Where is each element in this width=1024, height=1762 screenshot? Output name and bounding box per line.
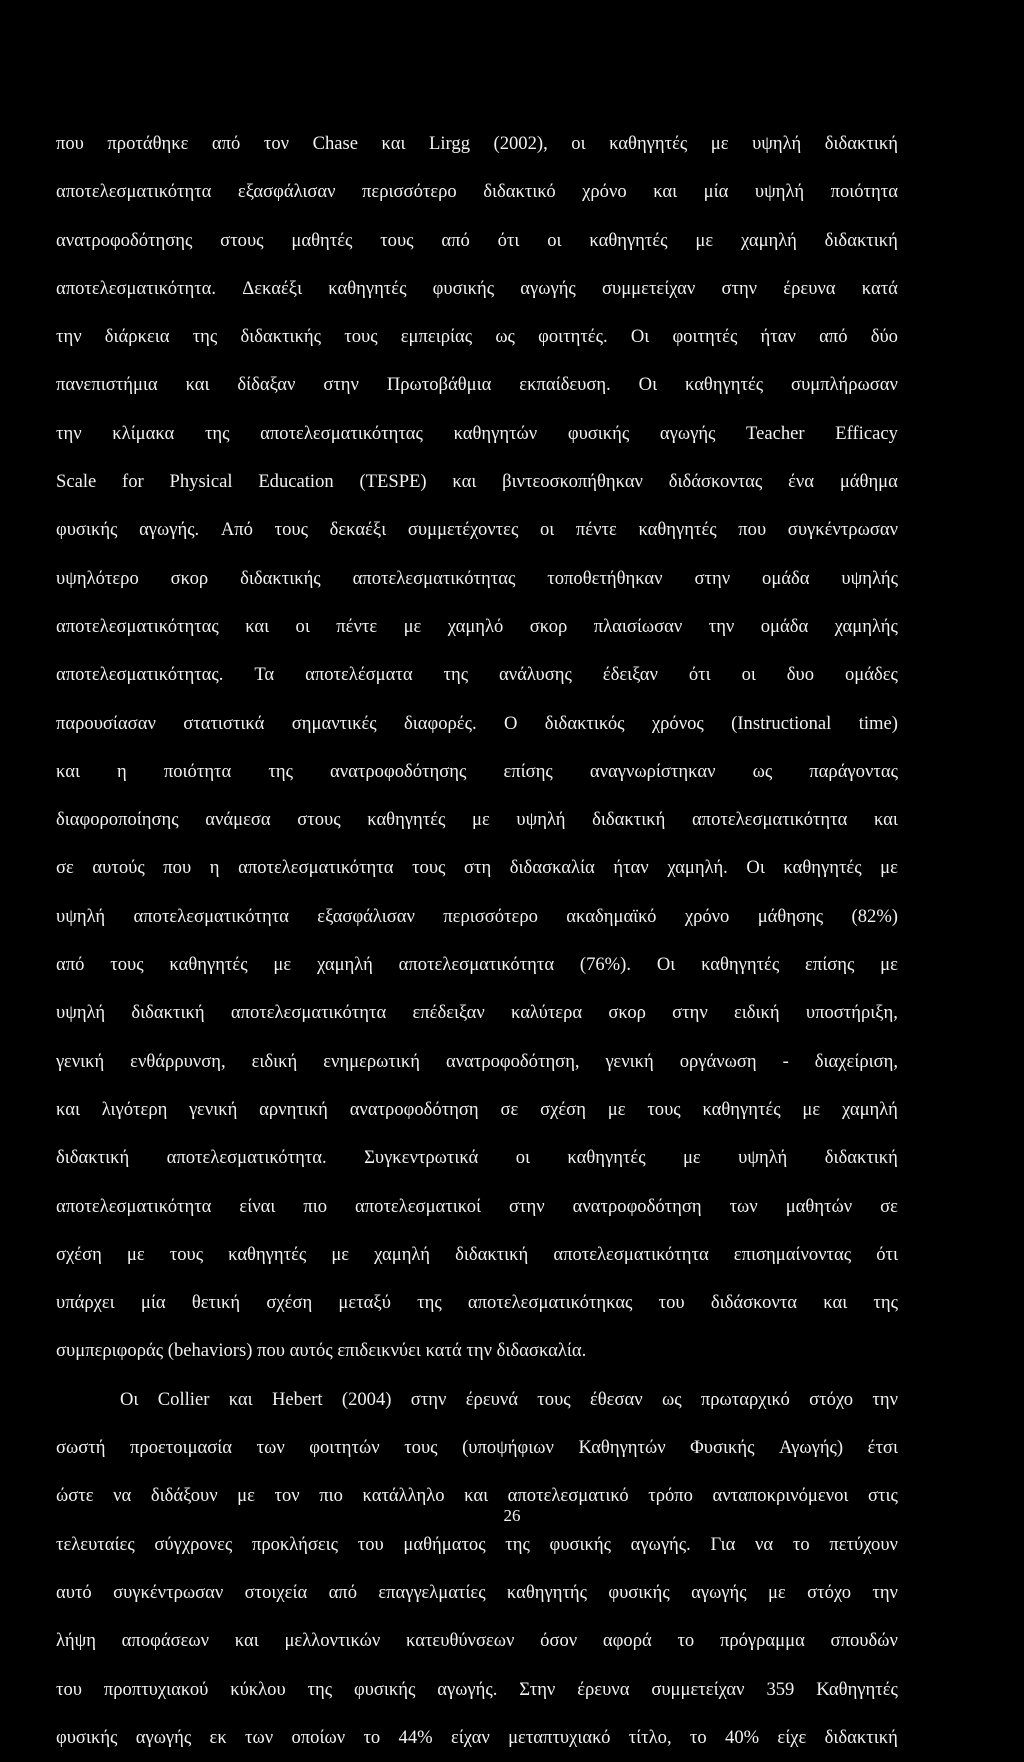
text-line: αποτελεσματικότητας και οι πέντε με χαμηλό σκορ πλαισίωσαν την ομάδα χαμηλής bbox=[56, 615, 898, 637]
text-line: συμπεριφοράς (behaviors) που αυτός επιδεικνύει κατά την διδασκαλία. bbox=[56, 1340, 587, 1362]
text-line: του προπτυχιακού κύκλου της φυσικής αγωγής. Στην έρευνα συμμετείχαν 359 Καθηγητές bbox=[56, 1678, 898, 1700]
text-line: υψηλή διδακτική αποτελεσματικότητα επέδειξαν καλύτερα σκορ στην ειδική υποστήριξη, bbox=[56, 1002, 898, 1024]
text-line: ώστε να διδάξουν με τον πιο κατάλληλο και αποτελεσματικό τρόπο ανταποκρινόμενοι στις bbox=[56, 1485, 898, 1507]
text-line: υψηλή αποτελεσματικότητα εξασφάλισαν περισσότερο ακαδημαϊκό χρόνο μάθησης (82%) bbox=[56, 905, 898, 927]
text-line: αποτελεσματικότητα. Δεκαέξι καθηγητές φυσικής αγωγής συμμετείχαν στην έρευνα κατά bbox=[56, 277, 898, 299]
paragraph bbox=[56, 120, 898, 1376]
paragraph bbox=[56, 1376, 898, 1762]
text-line: την κλίμακα της αποτελεσματικότητας καθηγητών φυσικής αγωγής Teacher Efficacy bbox=[56, 422, 898, 444]
text-line: σωστή προετοιμασία των φοιτητών τους (υποψήφιων Καθηγητών Φυσικής Αγωγής) έτσι bbox=[56, 1437, 898, 1459]
text-line: Οι Collier και Hebert (2004) στην έρευνά τους έθεσαν ως πρωταρχικό στόχο την bbox=[120, 1388, 898, 1410]
text-line: γενική ενθάρρυνση, ειδική ενημερωτική ανατροφοδότηση, γενική οργάνωση - διαχείριση, bbox=[56, 1050, 898, 1072]
text-line: από τους καθηγητές με χαμηλή αποτελεσματικότητα (76%). Οι καθηγητές επίσης με bbox=[56, 954, 898, 976]
text-line: την διάρκεια της διδακτικής τους εμπειρίας ως φοιτητές. Οι φοιτητές ήταν από δύο bbox=[56, 326, 898, 348]
text-line: αποτελεσματικότητα είναι πιο αποτελεσματικοί στην ανατροφοδότηση των μαθητών σε bbox=[56, 1195, 898, 1217]
text-line: τελευταίες σύγχρονες προκλήσεις του μαθήματος της φυσικής αγωγής. Για να το πετύχουν bbox=[56, 1533, 898, 1555]
text-line: που προτάθηκε από τον Chase και Lirgg (2002), οι καθηγητές με υψηλή διδακτική bbox=[56, 133, 898, 154]
text-line: αποτελεσματικότητα εξασφάλισαν περισσότερο διδακτικό χρόνο και μία υψηλή ποιότητα bbox=[56, 181, 898, 203]
text-line: διδακτική αποτελεσματικότητα. Συγκεντρωτικά οι καθηγητές με υψηλή διδακτική bbox=[56, 1147, 898, 1169]
text-line: Scale for Physical Education (TESPE) και βιντεοσκοπήθηκαν διδάσκοντας ένα μάθημα bbox=[56, 471, 898, 493]
text-line: φυσικής αγωγής εκ των οποίων το 44% είχαν μεταπτυχιακό τίτλο, το 40% είχε διδακτική bbox=[56, 1726, 898, 1748]
text-line: και λιγότερη γενική αρνητική ανατροφοδότηση σε σχέση με τους καθηγητές με χαμηλή bbox=[56, 1098, 898, 1120]
text-line: σχέση με τους καθηγητές με χαμηλή διδακτική αποτελεσματικότητα επισημαίνοντας ότι bbox=[56, 1243, 898, 1265]
text-line: υπάρχει μία θετική σχέση μεταξύ της αποτελεσματικότηκας του διδάσκοντα και της bbox=[56, 1292, 898, 1314]
text-line: αποτελεσματικότητας. Τα αποτελέσματα της ανάλυσης έδειξαν ότι οι δυο ομάδες bbox=[56, 664, 898, 686]
text-line: και η ποιότητα της ανατροφοδότησης επίσης αναγνωρίστηκαν ως παράγοντας bbox=[56, 760, 898, 782]
text-line: παρουσίασαν στατιστικά σημαντικές διαφορές. Ο διδακτικός χρόνος (Instructional time) bbox=[56, 712, 898, 734]
page-number: 26 bbox=[503, 1506, 521, 1525]
text-line: διαφοροποίησης ανάμεσα στους καθηγητές με υψηλή διδακτική αποτελεσματικότητα και bbox=[56, 809, 898, 831]
text-line: σε αυτούς που η αποτελεσματικότητα τους στη διδασκαλία ήταν χαμηλή. Οι καθηγητές με bbox=[56, 857, 898, 879]
text-line: λήψη αποφάσεων και μελλοντικών κατευθύνσεων όσον αφορά το πρόγραμμα σπουδών bbox=[56, 1630, 898, 1652]
text-line: αυτό συγκέντρωσαν στοιχεία από επαγγελματίες καθηγητής φυσικής αγωγής με στόχο την bbox=[56, 1581, 898, 1603]
text-line: ανατροφοδότησης στους μαθητές τους από ότι οι καθηγητές με χαμηλή διδακτική bbox=[56, 229, 898, 251]
text-line: υψηλότερο σκορ διδακτικής αποτελεσματικότητας τοποθετήθηκαν στην ομάδα υψηλής bbox=[56, 567, 898, 589]
text-line: πανεπιστήμια και δίδαξαν στην Πρωτοβάθμια εκπαίδευση. Οι καθηγητές συμπλήρωσαν bbox=[56, 374, 898, 396]
text-line: φυσικής αγωγής. Από τους δεκαέξι συμμετέχοντες οι πέντε καθηγητές που συγκέντρωσαν bbox=[56, 519, 898, 541]
